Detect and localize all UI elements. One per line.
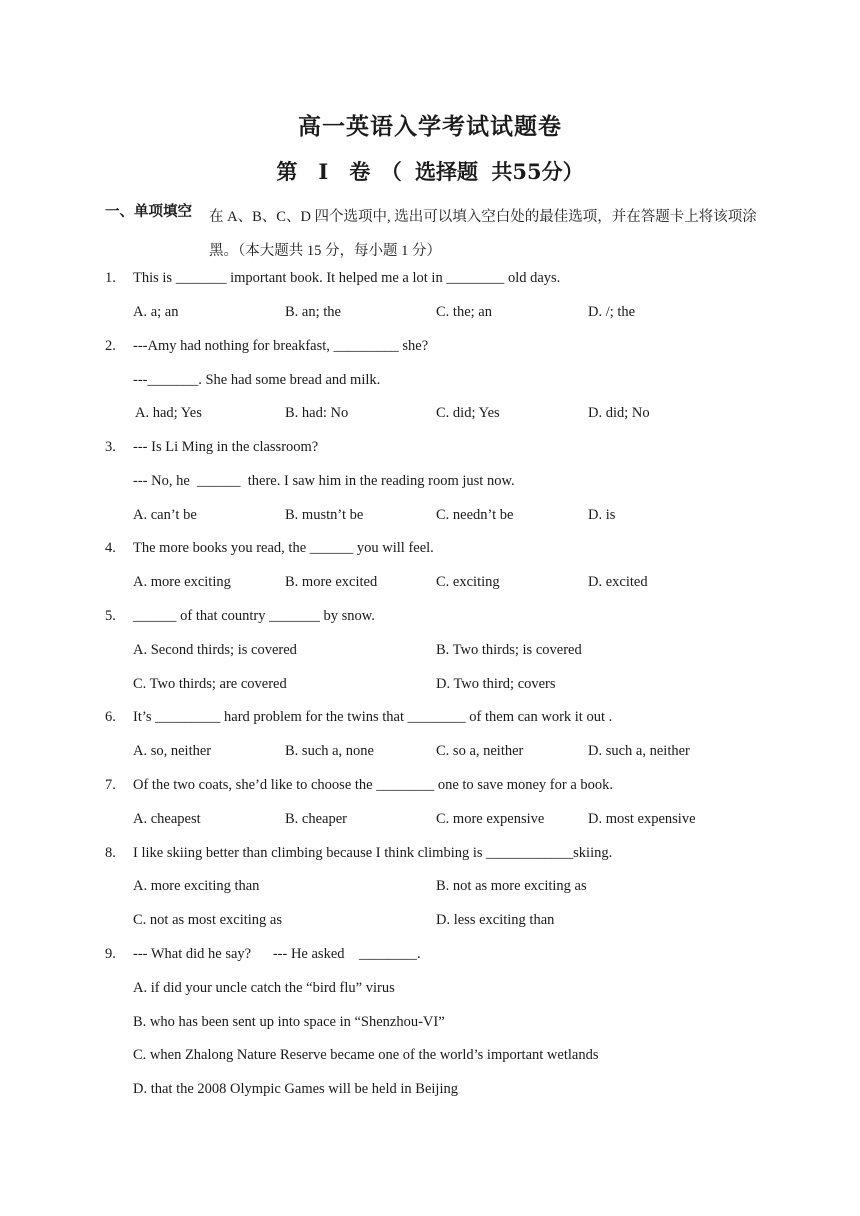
option-a: A. more exciting than: [133, 878, 260, 894]
option-d: D. that the 2008 Olympic Games will be held in Beijing: [133, 1081, 458, 1097]
option-c: C. exciting: [436, 574, 500, 590]
option-d: D. is: [588, 507, 616, 523]
question-number: 8.: [105, 845, 116, 861]
option-d: D. Two third; covers: [436, 676, 556, 692]
question-stem-reply: ---_______. She had some bread and milk.: [133, 372, 381, 388]
option-d: D. such a, neither: [588, 743, 690, 759]
option-b: B. more excited: [285, 574, 378, 590]
option-c: C. more expensive: [436, 811, 545, 827]
question-stem: ---Amy had nothing for breakfast, _________ she?: [133, 338, 429, 354]
option-b: B. who has been sent up into space in “Shenzhou-VI”: [133, 1014, 445, 1030]
question-number: 9.: [105, 946, 116, 962]
option-c: C. so a, neither: [436, 743, 524, 759]
option-a: A. a; an: [133, 304, 179, 320]
option-d: D. excited: [588, 574, 648, 590]
option-d: D. /; the: [588, 304, 636, 320]
option-a: A. more exciting: [133, 574, 231, 590]
option-b: B. not as more exciting as: [436, 878, 587, 894]
option-d: D. most expensive: [588, 811, 696, 827]
option-b: B. mustn’t be: [285, 507, 364, 523]
option-d: D. less exciting than: [436, 912, 555, 928]
question-stem: I like skiing better than climbing because I think climbing is ____________skiing.: [133, 845, 613, 861]
question-stem: ______ of that country _______ by snow.: [133, 608, 375, 624]
question-stem: It’s _________ hard problem for the twins that ________ of them can work it out .: [133, 709, 613, 725]
option-a: A. can’t be: [133, 507, 197, 523]
question-stem: The more books you read, the ______ you will feel.: [133, 540, 434, 556]
exam-subtitle: 第 Ⅰ 卷 （ 选择题 共55分）: [276, 159, 584, 184]
option-b: B. had: No: [285, 405, 349, 421]
option-c: C. the; an: [436, 304, 492, 320]
question-number: 5.: [105, 608, 116, 624]
option-c: C. needn’t be: [436, 507, 514, 523]
option-b: B. cheaper: [285, 811, 347, 827]
question-stem: --- Is Li Ming in the classroom?: [133, 439, 319, 455]
section-instructions: 在 A、B、C、D 四个选项中, 选出可以填入空白处的最佳选项，并在答题卡上将该项涂黑。（本大题共 15 分，每小题 1 分）: [209, 209, 757, 259]
option-a: A. so, neither: [133, 743, 212, 759]
question-stem: This is _______ important book. It helped me a lot in ________ old days.: [133, 270, 561, 286]
option-c: C. when Zhalong Nature Reserve became one of the world’s important wetlands: [133, 1047, 599, 1063]
question-stem: --- What did he say? --- He asked ________.: [133, 946, 421, 962]
option-b: B. Two thirds; is covered: [436, 642, 582, 658]
question-number: 3.: [105, 439, 116, 455]
option-c: C. Two thirds; are covered: [133, 676, 287, 692]
question-stem-reply: --- No, he ______ there. I saw him in the reading room just now.: [133, 473, 515, 489]
option-d: D. did; No: [588, 405, 650, 421]
option-a: A. Second thirds; is covered: [133, 642, 297, 658]
option-a: A. if did your uncle catch the “bird flu” virus: [133, 980, 395, 996]
option-a: A. cheapest: [133, 811, 201, 827]
question-stem: Of the two coats, she’d like to choose the ________ one to save money for a book.: [133, 777, 614, 793]
question-number: 1.: [105, 270, 116, 286]
exam-title: 高一英语入学考试试题卷: [298, 113, 562, 140]
option-b: B. an; the: [285, 304, 341, 320]
option-b: B. such a, none: [285, 743, 374, 759]
option-a: A. had; Yes: [135, 405, 202, 421]
option-c: C. not as most exciting as: [133, 912, 283, 928]
option-c: C. did; Yes: [436, 405, 500, 421]
question-number: 7.: [105, 777, 116, 793]
question-number: 2.: [105, 338, 116, 354]
question-number: 4.: [105, 540, 116, 556]
section-heading: 一、单项填空: [105, 204, 192, 220]
question-number: 6.: [105, 709, 116, 725]
